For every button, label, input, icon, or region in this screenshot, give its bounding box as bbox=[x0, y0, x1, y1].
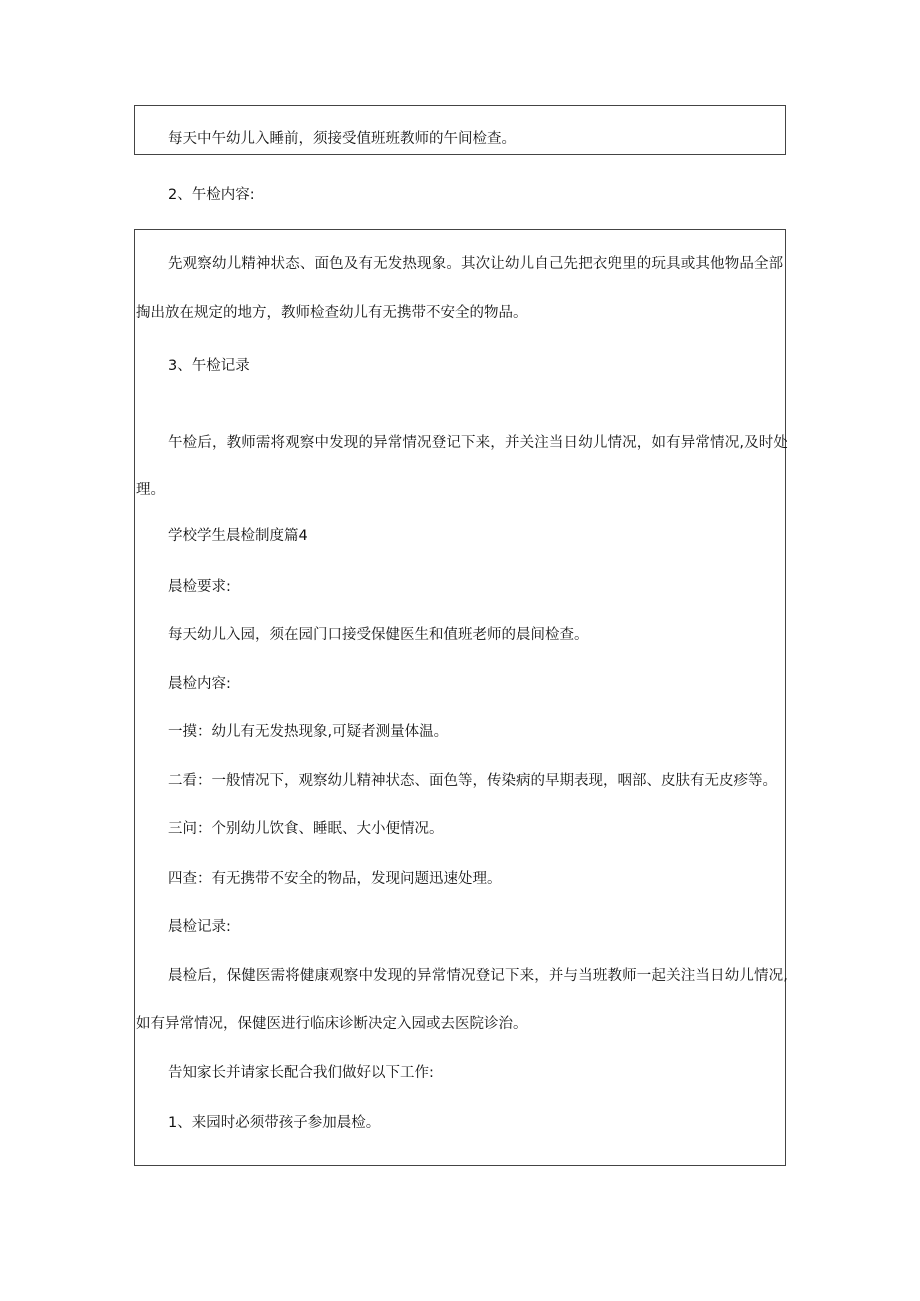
list-item-check: 四查：有无携带不安全的物品，发现问题迅速处理。 bbox=[168, 871, 502, 887]
list-item-touch: 一摸：幼儿有无发热现象,可疑者测量体温。 bbox=[168, 724, 449, 740]
heading-noon-check-record: 3、午检记录 bbox=[168, 358, 250, 374]
paragraph-noon-record-line2: 理。 bbox=[136, 482, 165, 498]
paragraph-parents-notice: 告知家长并请家长配合我们做好以下工作: bbox=[168, 1065, 434, 1081]
list-item-parents-1: 1、来园时必须带孩子参加晨检。 bbox=[168, 1115, 381, 1131]
list-item-ask: 三问：个别幼儿饮食、睡眠、大小便情况。 bbox=[168, 821, 444, 837]
paragraph-morning-requirement: 每天幼儿入园，须在园门口接受保健医生和值班老师的晨间检查。 bbox=[168, 627, 589, 643]
section-title: 学校学生晨检制度篇4 bbox=[168, 528, 308, 544]
label-morning-content: 晨检内容: bbox=[168, 676, 231, 692]
paragraph-morning-record-line2: 如有异常情况，保健医进行临床诊断决定入园或去医院诊治。 bbox=[136, 1016, 528, 1032]
label-morning-record: 晨检记录: bbox=[168, 919, 231, 935]
heading-noon-check-content: 2、午检内容: bbox=[168, 187, 255, 203]
paragraph-noon-record-line1: 午检后，教师需将观察中发现的异常情况登记下来，并关注当日幼儿情况，如有异常情况,及时处 bbox=[168, 435, 789, 451]
paragraph-noon-check-content-line2: 掏出放在规定的地方，教师检查幼儿有无携带不安全的物品。 bbox=[136, 305, 528, 321]
paragraph-noon-check-content-line1: 先观察幼儿精神状态、面色及有无发热现象。其次让幼儿自己先把衣兜里的玩具或其他物品全部 bbox=[168, 256, 784, 272]
paragraph-morning-record-line1: 晨检后，保健医需将健康观察中发现的异常情况登记下来，并与当班教师一起关注当日幼儿情况, bbox=[168, 968, 789, 984]
label-morning-requirement: 晨检要求: bbox=[168, 579, 231, 595]
paragraph-noon-check-requirement: 每天中午幼儿入睡前，须接受值班班教师的午间检查。 bbox=[168, 131, 516, 147]
list-item-look: 二看：一般情况下，观察幼儿精神状态、面色等，传染病的早期表现，咽部、皮肤有无皮疹等。 bbox=[168, 773, 777, 789]
